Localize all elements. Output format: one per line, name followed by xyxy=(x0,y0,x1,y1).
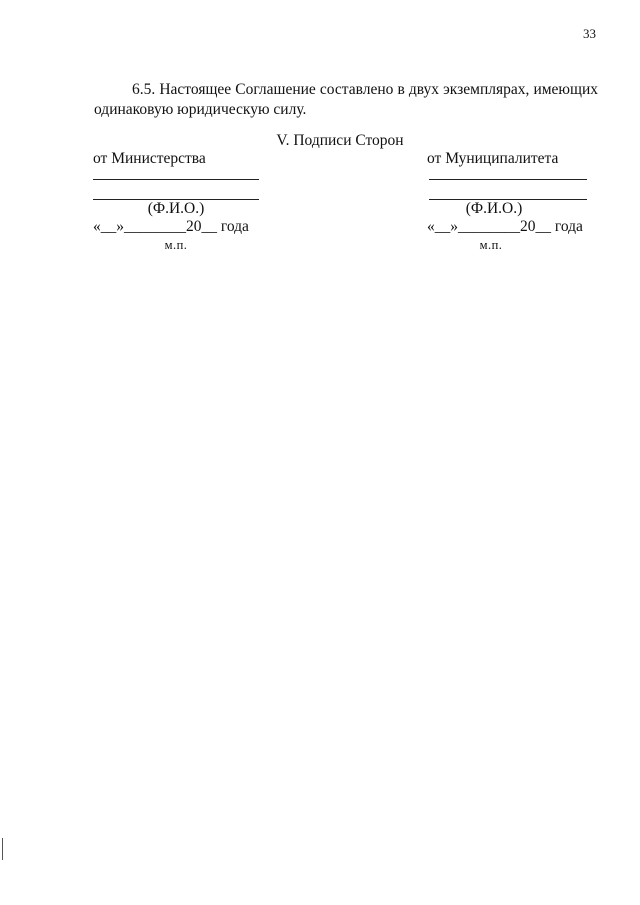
party-label-ministry: от Министерства xyxy=(93,150,206,167)
signature-line-ministry-1 xyxy=(93,179,259,180)
fio-caption-ministry: (Ф.И.О.) xyxy=(147,200,205,217)
signature-line-municipality-1 xyxy=(429,179,587,180)
party-label-municipality: от Муниципалитета xyxy=(427,150,559,167)
stamp-place-ministry: м.п. xyxy=(164,238,188,252)
section-title: V. Подписи Сторон xyxy=(276,132,404,149)
stamp-place-municipality: м.п. xyxy=(479,238,503,252)
scan-edge-mark xyxy=(2,838,3,860)
date-line-ministry: «__»________20__ года xyxy=(93,218,249,235)
clause-paragraph: 6.5. Настоящее Соглашение составлено в двух экземплярах, имеющих одинаковую юридическую силу. xyxy=(94,81,598,118)
date-line-municipality: «__»________20__ года xyxy=(427,218,583,235)
fio-caption-municipality: (Ф.И.О.) xyxy=(465,200,523,217)
page-number: 33 xyxy=(583,26,596,41)
